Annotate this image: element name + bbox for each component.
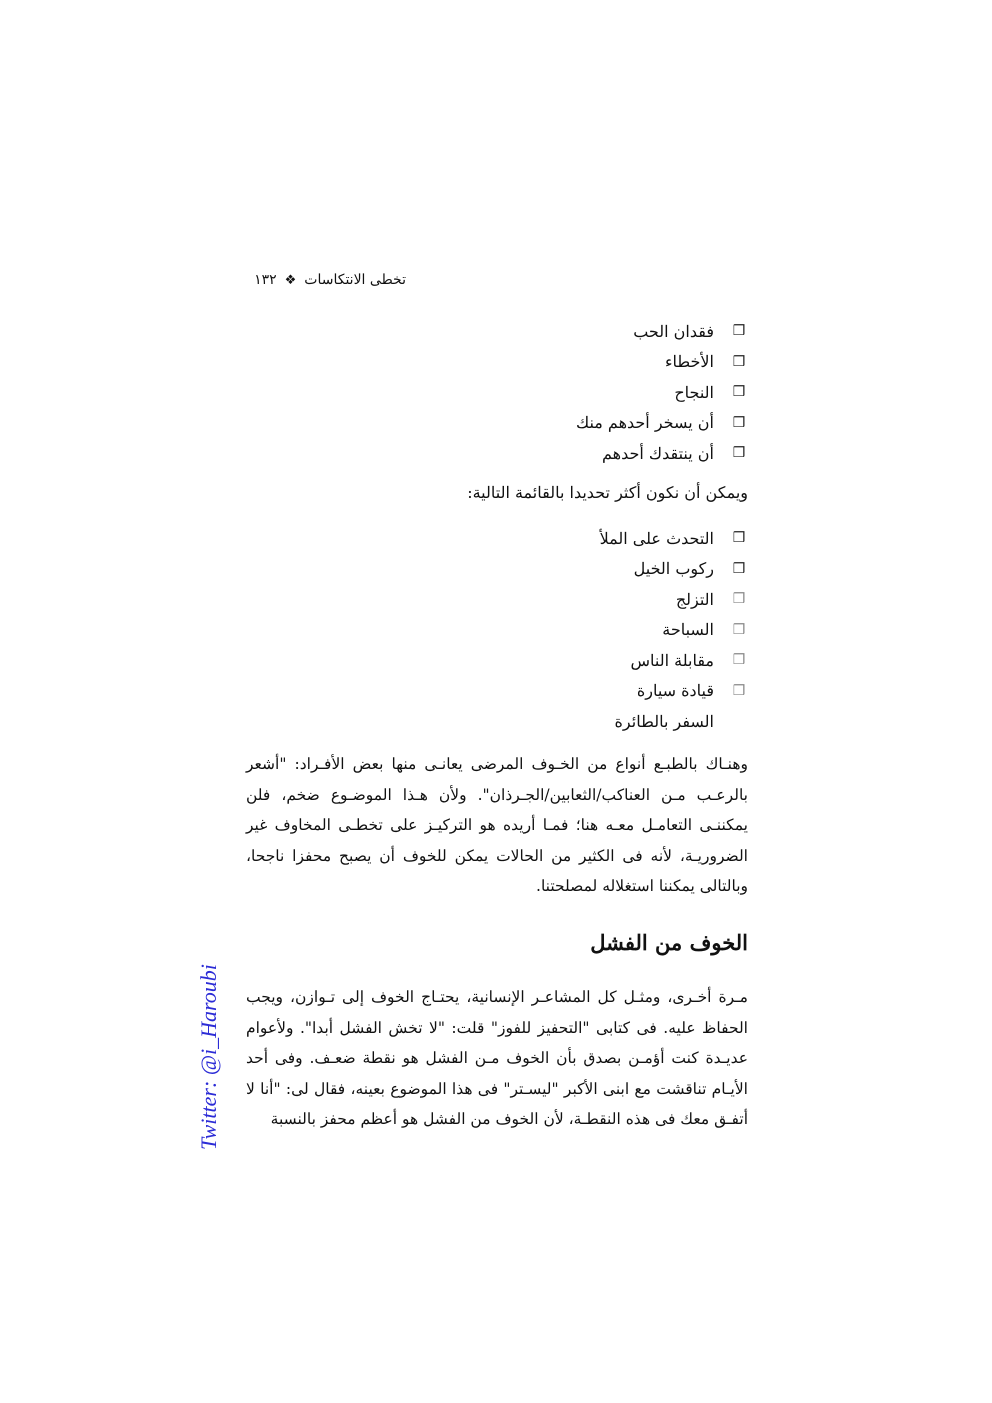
- square-bullet-icon: ❒: [732, 560, 746, 577]
- intro-sentence: ويمكن أن نكون أكثر تحديدا بالقائمة التالية:: [467, 483, 748, 502]
- list-item: [480, 523, 750, 554]
- square-bullet-icon: ❒: [732, 384, 746, 401]
- section-heading: الخوف من الفشل: [590, 930, 748, 955]
- ornament-icon: ❖: [284, 273, 297, 288]
- square-bullet-icon: ❒: [732, 652, 746, 669]
- page-number: ١٣٢: [254, 272, 277, 288]
- list-item: [480, 676, 750, 707]
- list-item-text: ركوب الخيل: [633, 559, 714, 579]
- list-item: [480, 554, 750, 585]
- specific-fear-list: [480, 523, 750, 737]
- square-bullet-icon: ❒: [732, 621, 746, 638]
- list-item-text: التزلج: [675, 589, 714, 609]
- running-title: تخطى الانتكاسات: [304, 272, 406, 288]
- list-item-text: السباحة: [662, 620, 714, 640]
- list-item: [480, 706, 750, 737]
- list-item: [480, 347, 750, 378]
- square-bullet-icon: ❒: [732, 353, 746, 370]
- list-item: [480, 615, 750, 646]
- square-bullet-icon: ❒: [732, 530, 746, 547]
- watermark-text: Twitter: @i_Haroubi: [196, 964, 221, 1150]
- list-item: [480, 584, 750, 615]
- list-item-text: أن يسخر أحدهم منك: [575, 413, 714, 433]
- list-item-text: فقدان الحب: [633, 321, 714, 341]
- body-paragraph: وهنـاك بالطبـع أنواع من الخـوف المرضى يعانـى منها بعض الأفـراد: "أشعر بالرعـب مـن العناكب/الثعابين/الجـرذان". ولأن هـذا الموضـوع ضخم، فلن يمكننـى التعامـل معـه هنا؛ فمـا أريده هو التركيـز على تخطـى المخاوف غير الضروريـة، لأنه فى الكثير من الحالات يمكن للخوف أن يصبح محفزا ناجحا، وبالتالى يمكننا استغلاله لمصلحتنا.: [246, 755, 748, 895]
- square-bullet-icon: ❒: [732, 414, 746, 431]
- square-bullet-icon: ❒: [732, 682, 746, 699]
- list-item: [480, 645, 750, 676]
- list-item: [480, 408, 750, 439]
- fear-list: [480, 316, 750, 469]
- list-item: [480, 438, 750, 469]
- list-item: [480, 377, 750, 408]
- list-item-text: أن ينتقدك أحدهم: [602, 443, 714, 463]
- list-item-text: السفر بالطائرة: [614, 711, 714, 731]
- list-item-text: قيادة سيارة: [636, 681, 714, 701]
- list-item: [480, 316, 750, 347]
- square-bullet-icon: ❒: [732, 591, 746, 608]
- list-item-text: الأخطاء: [665, 352, 714, 372]
- body-paragraph: مـرة أخـرى، ومثـل كل المشاعـر الإنسانية، يحتـاج الخوف إلى تـوازن، ويجب الحفاظ عليه. فى كتابى "التحفيز للفوز" قلت: "لا تخش الفشل أبدا". ولأعوام عديـدة كنت أؤمـن بصدق بأن الخوف مـن الفشل هو نقطة ضعـف. وفى أحد الأيـام تناقشت مع ابنى الأكبر "ليسـتر" فى هذا الموضوع بعينه، فقال لى: "أنا لا أتفـق معك فى هذه النقطـة، لأن الخوف من الفشل هو أعظم محفز بالنسبة: [246, 988, 748, 1128]
- square-bullet-icon: ❒: [732, 445, 746, 462]
- list-item-text: مقابلة الناس: [630, 650, 714, 670]
- square-bullet-icon: ❒: [732, 323, 746, 340]
- list-item-text: النجاح: [674, 382, 714, 402]
- list-item-text: التحدث على الملأ: [599, 528, 714, 548]
- running-header: [246, 272, 406, 288]
